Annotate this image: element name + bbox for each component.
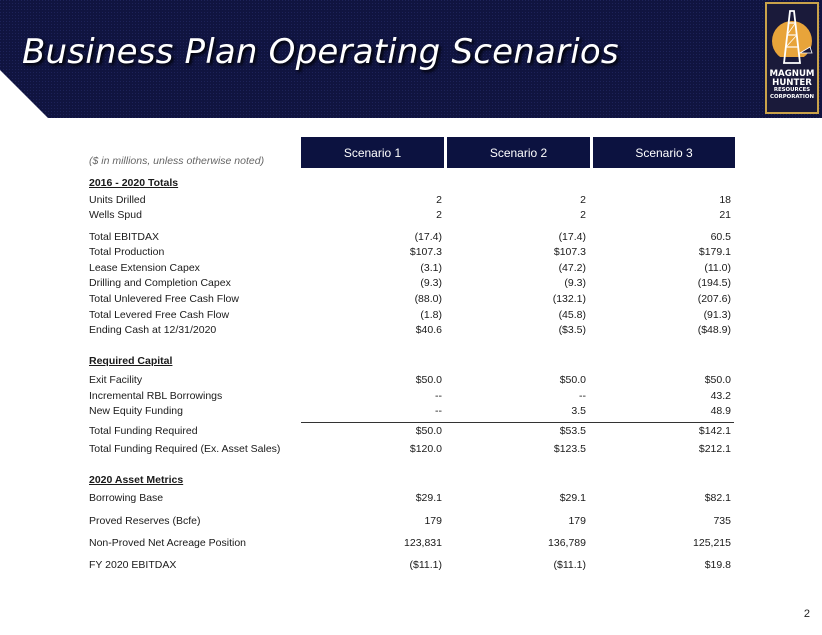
cell-scenario-1: $50.0 xyxy=(415,425,442,437)
cell-scenario-2: (17.4) xyxy=(558,231,586,243)
table-row xyxy=(89,262,735,277)
row-label: Incremental RBL Borrowings xyxy=(89,390,223,402)
table-row xyxy=(89,324,735,339)
row-label: Non-Proved Net Acreage Position xyxy=(89,537,247,549)
cell-scenario-3: ($48.9) xyxy=(697,324,731,336)
cell-scenario-3: 125,215 xyxy=(693,537,731,549)
company-logo xyxy=(765,2,819,114)
cell-scenario-1: $40.6 xyxy=(415,324,442,336)
section-title-totals: 2016 - 2020 Totals xyxy=(89,177,179,189)
cell-scenario-1: 179 xyxy=(424,515,442,527)
oil-derrick-icon xyxy=(770,7,814,69)
cell-scenario-2: -- xyxy=(579,390,586,402)
table-row xyxy=(89,293,735,308)
cell-scenario-2: (9.3) xyxy=(564,277,586,289)
row-label: Ending Cash at 12/31/2020 xyxy=(89,324,217,336)
table-row xyxy=(89,559,735,574)
cell-scenario-1: $29.1 xyxy=(415,492,442,504)
cell-scenario-3: $179.1 xyxy=(698,246,731,258)
cell-scenario-1: ($11.1) xyxy=(409,559,442,571)
page-title: Business Plan Operating Scenarios xyxy=(22,32,619,72)
row-label: Drilling and Completion Capex xyxy=(89,277,231,289)
row-label: Exit Facility xyxy=(89,374,143,386)
cell-scenario-1: (3.1) xyxy=(420,262,442,274)
cell-scenario-2: $53.5 xyxy=(559,425,586,437)
cell-scenario-1: 2 xyxy=(436,194,442,206)
cell-scenario-2: 136,789 xyxy=(548,537,586,549)
cell-scenario-2: ($3.5) xyxy=(558,324,586,336)
cell-scenario-1: (1.8) xyxy=(420,309,442,321)
cell-scenario-3: 60.5 xyxy=(710,231,731,243)
logo-text-hunter: HUNTER xyxy=(772,77,812,88)
logo-text-corporation: CORPORATION xyxy=(770,93,814,100)
cell-scenario-1: $50.0 xyxy=(415,374,442,386)
cell-scenario-3: 735 xyxy=(713,515,731,527)
row-label: Units Drilled xyxy=(89,194,146,206)
cell-scenario-2: (45.8) xyxy=(558,309,586,321)
section-heading xyxy=(89,355,735,370)
cell-scenario-3: (91.3) xyxy=(703,309,731,321)
cell-scenario-2: 2 xyxy=(580,194,586,206)
table-row xyxy=(89,443,735,458)
cell-scenario-2: (132.1) xyxy=(552,293,586,305)
table-row xyxy=(89,405,735,420)
column-header-scenario-3: Scenario 3 xyxy=(593,137,735,168)
column-header-scenario-1: Scenario 1 xyxy=(301,137,444,168)
cell-scenario-2: ($11.1) xyxy=(553,559,586,571)
cell-scenario-3: $50.0 xyxy=(704,374,731,386)
cell-scenario-2: 3.5 xyxy=(571,405,586,417)
table-row xyxy=(89,537,735,552)
section-heading xyxy=(89,474,735,489)
row-label: Total Funding Required xyxy=(89,425,198,437)
table-row xyxy=(89,390,735,405)
cell-scenario-3: (194.5) xyxy=(697,277,731,289)
cell-scenario-2: $29.1 xyxy=(559,492,586,504)
cell-scenario-3: (11.0) xyxy=(704,262,731,274)
cell-scenario-3: (207.6) xyxy=(697,293,731,305)
cell-scenario-1: 123,831 xyxy=(404,537,442,549)
units-note: ($ in millions, unless otherwise noted) xyxy=(89,155,265,167)
cell-scenario-2: $50.0 xyxy=(559,374,586,386)
cell-scenario-1: (17.4) xyxy=(414,231,442,243)
row-label: New Equity Funding xyxy=(89,405,183,417)
cell-scenario-2: $123.5 xyxy=(553,443,586,455)
cell-scenario-2: (47.2) xyxy=(558,262,586,274)
cell-scenario-2: $107.3 xyxy=(553,246,586,258)
cell-scenario-2: 2 xyxy=(580,209,586,221)
page-number: 2 xyxy=(803,608,810,620)
cell-scenario-1: -- xyxy=(435,390,442,402)
cell-scenario-1: (9.3) xyxy=(420,277,442,289)
row-label: Lease Extension Capex xyxy=(89,262,200,274)
cell-scenario-1: $107.3 xyxy=(409,246,442,258)
section-heading xyxy=(89,177,735,192)
logo-text-resources: RESOURCES xyxy=(773,87,811,94)
table-row xyxy=(89,309,735,324)
row-label: FY 2020 EBITDAX xyxy=(89,559,177,571)
cell-scenario-3: 48.9 xyxy=(710,405,731,417)
cell-scenario-3: 43.2 xyxy=(710,390,731,402)
section-title-asset-metrics: 2020 Asset Metrics xyxy=(89,474,184,486)
cell-scenario-1: -- xyxy=(435,405,442,417)
row-label: Total Levered Free Cash Flow xyxy=(89,309,230,321)
table-row xyxy=(89,492,735,507)
subtotal-rule xyxy=(301,422,734,423)
table-row xyxy=(89,425,735,440)
table-row xyxy=(89,246,735,261)
cell-scenario-1: $120.0 xyxy=(409,443,442,455)
table-row xyxy=(89,194,735,209)
row-label: Wells Spud xyxy=(89,209,142,221)
cell-scenario-3: $142.1 xyxy=(698,425,731,437)
row-label: Total Funding Required (Ex. Asset Sales) xyxy=(89,443,281,455)
table-row xyxy=(89,374,735,389)
cell-scenario-3: $19.8 xyxy=(704,559,731,571)
row-label: Proved Reserves (Bcfe) xyxy=(89,515,201,527)
cell-scenario-2: 179 xyxy=(568,515,586,527)
row-label: Borrowing Base xyxy=(89,492,164,504)
cell-scenario-3: $212.1 xyxy=(698,443,731,455)
cell-scenario-3: $82.1 xyxy=(704,492,731,504)
cell-scenario-1: 2 xyxy=(436,209,442,221)
column-header-scenario-2: Scenario 2 xyxy=(447,137,590,168)
row-label: Total Unlevered Free Cash Flow xyxy=(89,293,239,305)
table-row xyxy=(89,515,735,530)
cell-scenario-3: 21 xyxy=(719,209,731,221)
table-row xyxy=(89,209,735,224)
row-label: Total EBITDAX xyxy=(89,231,160,243)
cell-scenario-1: (88.0) xyxy=(414,293,442,305)
section-title-required-capital: Required Capital xyxy=(89,355,173,367)
cell-scenario-3: 18 xyxy=(719,194,731,206)
table-row xyxy=(89,277,735,292)
table-row xyxy=(89,231,735,246)
logo-text-magnum: MAGNUM xyxy=(769,69,815,79)
row-label: Total Production xyxy=(89,246,165,258)
